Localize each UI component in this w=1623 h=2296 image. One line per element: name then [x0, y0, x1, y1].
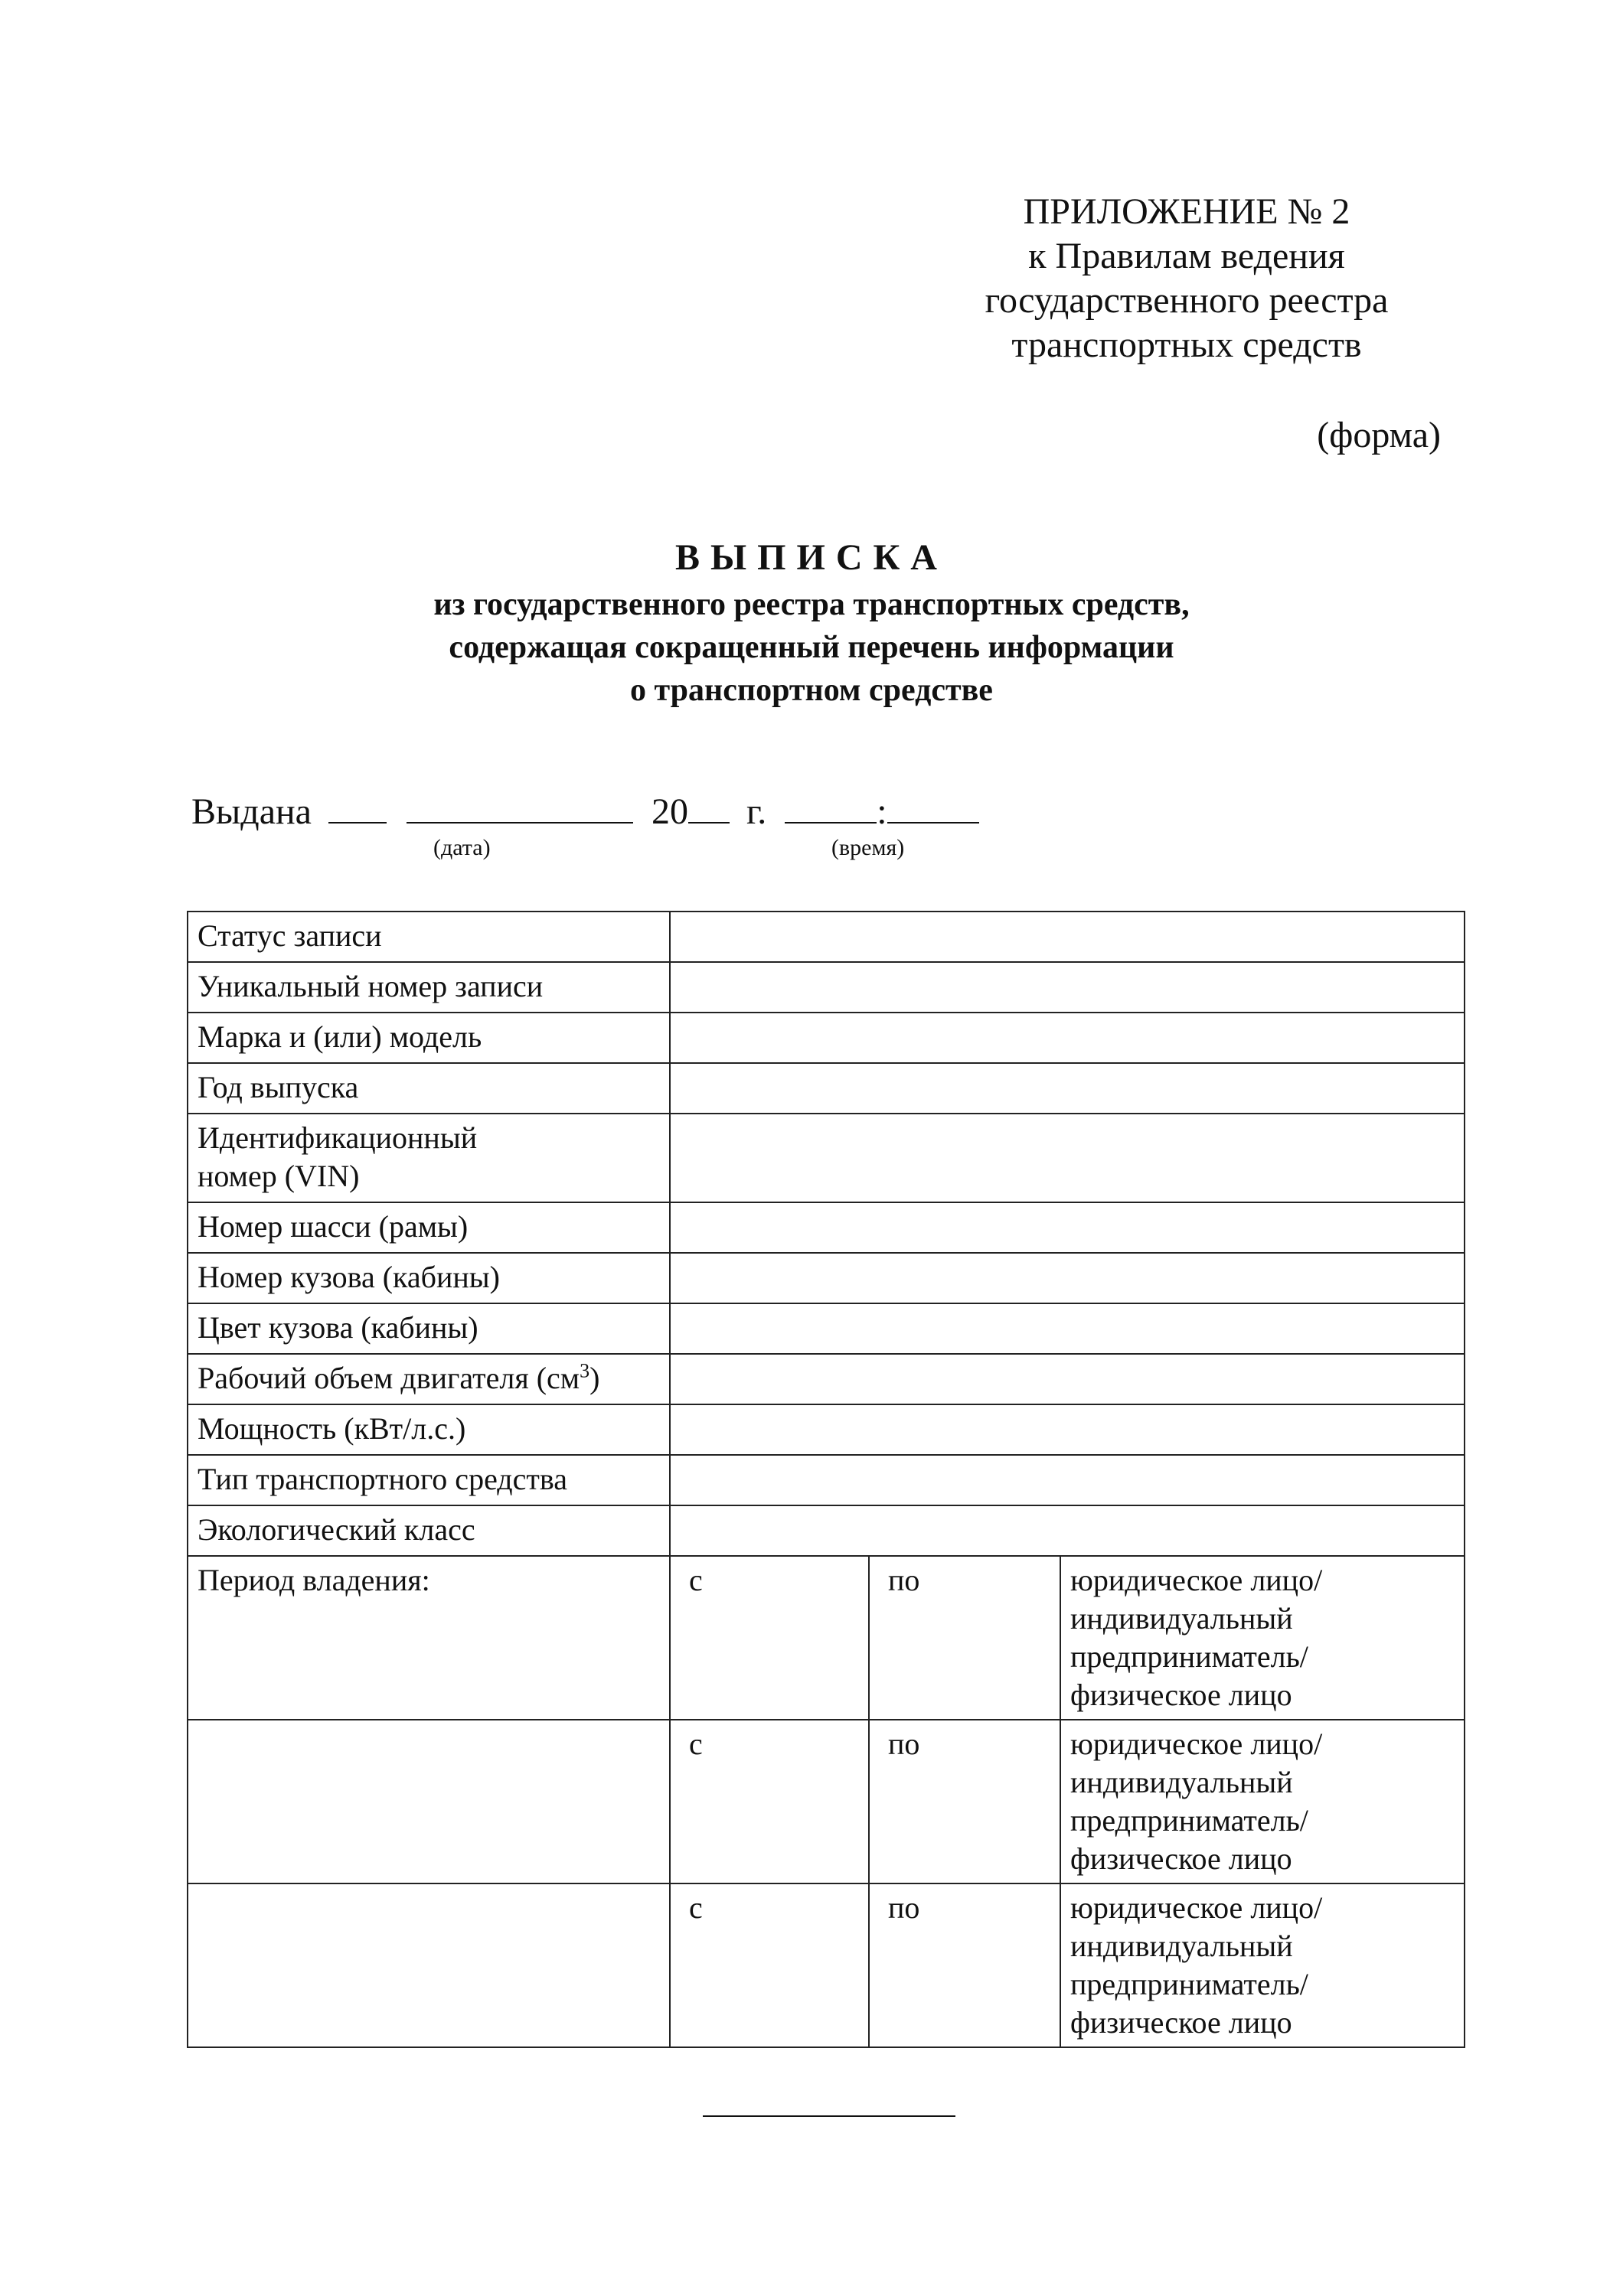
row-label: [188, 1354, 670, 1404]
superscript-3: 3: [580, 1359, 590, 1382]
row-label: Идентификационный номер (VIN): [188, 1114, 670, 1202]
time-hint: (время): [831, 835, 905, 860]
row-label: Номер кузова (кабины): [188, 1253, 670, 1303]
row-value-body-number[interactable]: [670, 1253, 1465, 1303]
owner-type-line: юридическое лицо/: [1070, 1563, 1323, 1597]
table-row: [188, 1063, 1465, 1114]
engine-volume-label: Рабочий объем двигателя (см: [198, 1361, 580, 1395]
row-value-power[interactable]: [670, 1404, 1465, 1455]
row-label: Марка и (или) модель: [188, 1013, 670, 1063]
owner-type-line: индивидуальный: [1070, 1765, 1293, 1799]
ownership-label-empty: [188, 1720, 670, 1883]
table-row: [188, 1202, 1465, 1253]
owner-type-line: индивидуальный: [1070, 1929, 1293, 1963]
row-value-eco-class[interactable]: [670, 1505, 1465, 1556]
table-row: [188, 962, 1465, 1013]
row-label: Цвет кузова (кабины): [188, 1303, 670, 1354]
ownership-label-empty: [188, 1883, 670, 2047]
year-blank[interactable]: [688, 787, 730, 823]
row-value-status[interactable]: [670, 912, 1465, 962]
ownership-from[interactable]: с: [670, 1556, 869, 1720]
form-label: (форма): [1317, 415, 1441, 455]
row-value-record-number[interactable]: [670, 962, 1465, 1013]
minutes-blank[interactable]: [887, 787, 979, 823]
owner-type-line: предприниматель/: [1070, 1803, 1308, 1838]
owner-type-line: индивидуальный: [1070, 1601, 1293, 1636]
ownership-owner-type[interactable]: [1060, 1720, 1465, 1883]
table-row: [188, 1303, 1465, 1354]
owner-type-line: предприниматель/: [1070, 1967, 1308, 2001]
row-label: Тип транспортного средства: [188, 1455, 670, 1505]
engine-volume-suffix: ): [589, 1361, 600, 1395]
row-value-engine-volume[interactable]: [670, 1354, 1465, 1404]
table-row: [188, 1404, 1465, 1455]
ownership-from[interactable]: с: [670, 1720, 869, 1883]
ownership-row: [188, 1720, 1465, 1883]
title-line-1: из государственного реестра транспортных средств,: [433, 587, 1190, 622]
title-line-2: содержащая сокращенный перечень информации: [449, 630, 1174, 665]
ownership-owner-type[interactable]: [1060, 1556, 1465, 1720]
year-suffix: г.: [746, 791, 767, 832]
table-row: [188, 912, 1465, 962]
month-blank[interactable]: [407, 787, 633, 823]
row-value-chassis[interactable]: [670, 1202, 1465, 1253]
table-row: [188, 1455, 1465, 1505]
row-value-year[interactable]: [670, 1063, 1465, 1114]
appendix-line-2: к Правилам ведения: [1028, 236, 1345, 276]
issued-line: [191, 787, 979, 834]
issued-label: Выдана: [191, 791, 312, 832]
owner-type-line: юридическое лицо/: [1070, 1727, 1323, 1761]
date-hint: (дата): [433, 835, 491, 860]
table-row: [188, 1354, 1465, 1404]
table-row: [188, 1505, 1465, 1556]
ownership-to[interactable]: по: [869, 1883, 1060, 2047]
appendix-number: ПРИЛОЖЕНИЕ № 2: [1023, 191, 1350, 232]
table-row: [188, 1114, 1465, 1202]
time-separator: :: [877, 791, 887, 832]
row-value-vehicle-type[interactable]: [670, 1455, 1465, 1505]
appendix-header: [919, 190, 1455, 367]
row-label: Экологический класс: [188, 1505, 670, 1556]
owner-type-line: физическое лицо: [1070, 2005, 1292, 2040]
row-label: Статус записи: [188, 912, 670, 962]
row-value-make-model[interactable]: [670, 1013, 1465, 1063]
row-label: Уникальный номер записи: [188, 962, 670, 1013]
row-value-body-color[interactable]: [670, 1303, 1465, 1354]
title-main: ВЫПИСКА: [675, 537, 948, 578]
year-prefix: 20: [651, 791, 688, 832]
title-line-3: о транспортном средстве: [630, 673, 993, 708]
appendix-line-3: государственного реестра: [985, 280, 1389, 321]
ownership-from[interactable]: с: [670, 1883, 869, 2047]
row-label: Номер шасси (рамы): [188, 1202, 670, 1253]
ownership-to[interactable]: по: [869, 1720, 1060, 1883]
owner-type-line: физическое лицо: [1070, 1841, 1292, 1876]
row-value-vin[interactable]: [670, 1114, 1465, 1202]
end-divider: [703, 2115, 955, 2117]
ownership-to[interactable]: по: [869, 1556, 1060, 1720]
vehicle-info-table: [187, 911, 1465, 2048]
owner-type-line: юридическое лицо/: [1070, 1890, 1323, 1925]
ownership-row: [188, 1556, 1465, 1720]
table-row: [188, 1253, 1465, 1303]
hours-blank[interactable]: [785, 787, 877, 823]
row-label: Мощность (кВт/л.с.): [188, 1404, 670, 1455]
ownership-owner-type[interactable]: [1060, 1883, 1465, 2047]
appendix-line-4: транспортных средств: [1011, 325, 1362, 365]
day-blank[interactable]: [328, 787, 387, 823]
document-title: [199, 533, 1424, 712]
row-label: Год выпуска: [188, 1063, 670, 1114]
table-row: [188, 1013, 1465, 1063]
owner-type-line: предприниматель/: [1070, 1639, 1308, 1674]
ownership-row: [188, 1883, 1465, 2047]
ownership-label: Период владения:: [188, 1556, 670, 1720]
owner-type-line: физическое лицо: [1070, 1678, 1292, 1712]
